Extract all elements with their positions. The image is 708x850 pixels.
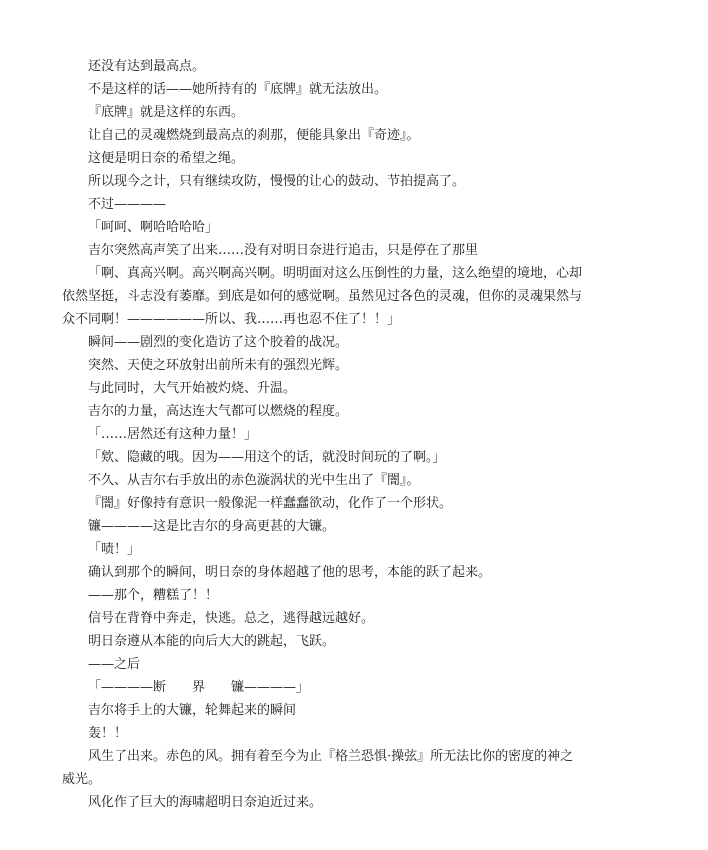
paragraph: 明日奈遵从本能的向后大大的跳起，飞跃。 — [88, 634, 336, 649]
paragraph: 与此同时，大气开始被灼烧、升温。 — [88, 381, 297, 396]
paragraph: 不久、从吉尔右手放出的赤色漩涡状的光中生出了『闇』。 — [88, 473, 420, 488]
paragraph: 所以现今之计，只有继续攻防，慢慢的让心的鼓动、节拍提高了。 — [88, 174, 466, 189]
paragraph: 「啊、真高兴啊。高兴啊高兴啊。明明面对这么压倒性的力量，这么绝望的境地，心却依然坚挺，斗志没有萎靡。到底是如何的感觉啊。虽然见过各色的灵魂，但你的灵魂果然与众不同啊！——————所以、我……再也忍不住了！！」 — [62, 266, 583, 327]
paragraph: 风生了出来。赤色的风。拥有着至今为止『格兰恐惧·操弦』所无法比你的密度的神之威光。 — [62, 749, 574, 787]
paragraph: 不是这样的话——她所持有的『底牌』就无法放出。 — [88, 82, 388, 97]
paragraph: 「欸、隐藏的哦。因为——用这个的话，就没时间玩的了啊。」 — [88, 450, 446, 465]
paragraph: 吉尔的力量，高达连大气都可以燃烧的程度。 — [88, 404, 349, 419]
paragraph: 『底牌』就是这样的东西。 — [88, 105, 245, 120]
paragraph: 「……居然还有这种力量！」 — [88, 427, 258, 442]
paragraph: 吉尔将手上的大镰，轮舞起来的瞬间 — [88, 703, 297, 718]
paragraph: 「————断 界 镰————」 — [88, 680, 310, 695]
paragraph: ——那个，糟糕了！！ — [88, 588, 219, 603]
paragraph: 这便是明日奈的希望之绳。 — [88, 151, 245, 166]
paragraph: 「啧！」 — [88, 542, 141, 557]
paragraph: 让自己的灵魂燃烧到最高点的刹那，便能具象出『奇迹』。 — [88, 128, 420, 143]
paragraph: 不过———— — [88, 197, 167, 212]
paragraph: 风化作了巨大的海啸超明日奈迫近过来。 — [88, 795, 323, 810]
paragraph: 信号在背脊中奔走，快逃。总之，逃得越远越好。 — [88, 611, 375, 626]
paragraph: 突然、天使之环放射出前所未有的强烈光辉。 — [88, 358, 349, 373]
paragraph: 镰————这是比吉尔的身高更甚的大镰。 — [88, 519, 336, 534]
paragraph: 吉尔突然高声笑了出来……没有对明日奈进行追击，只是停在了那里 — [88, 243, 479, 258]
paragraph: 「呵呵、啊哈哈哈哈」 — [88, 220, 219, 235]
paragraph: 轰！！ — [88, 726, 128, 741]
document-page — [62, 55, 582, 814]
paragraph: ——之后 — [88, 657, 141, 672]
paragraph: 确认到那个的瞬间，明日奈的身体超越了他的思考，本能的跃了起来。 — [88, 565, 492, 580]
paragraph: 『闇』好像持有意识一般像泥一样蠢蠢欲动，化作了一个形状。 — [88, 496, 453, 511]
paragraph: 瞬间——剧烈的变化造访了这个胶着的战况。 — [88, 335, 349, 350]
paragraph: 还没有达到最高点。 — [88, 59, 206, 74]
